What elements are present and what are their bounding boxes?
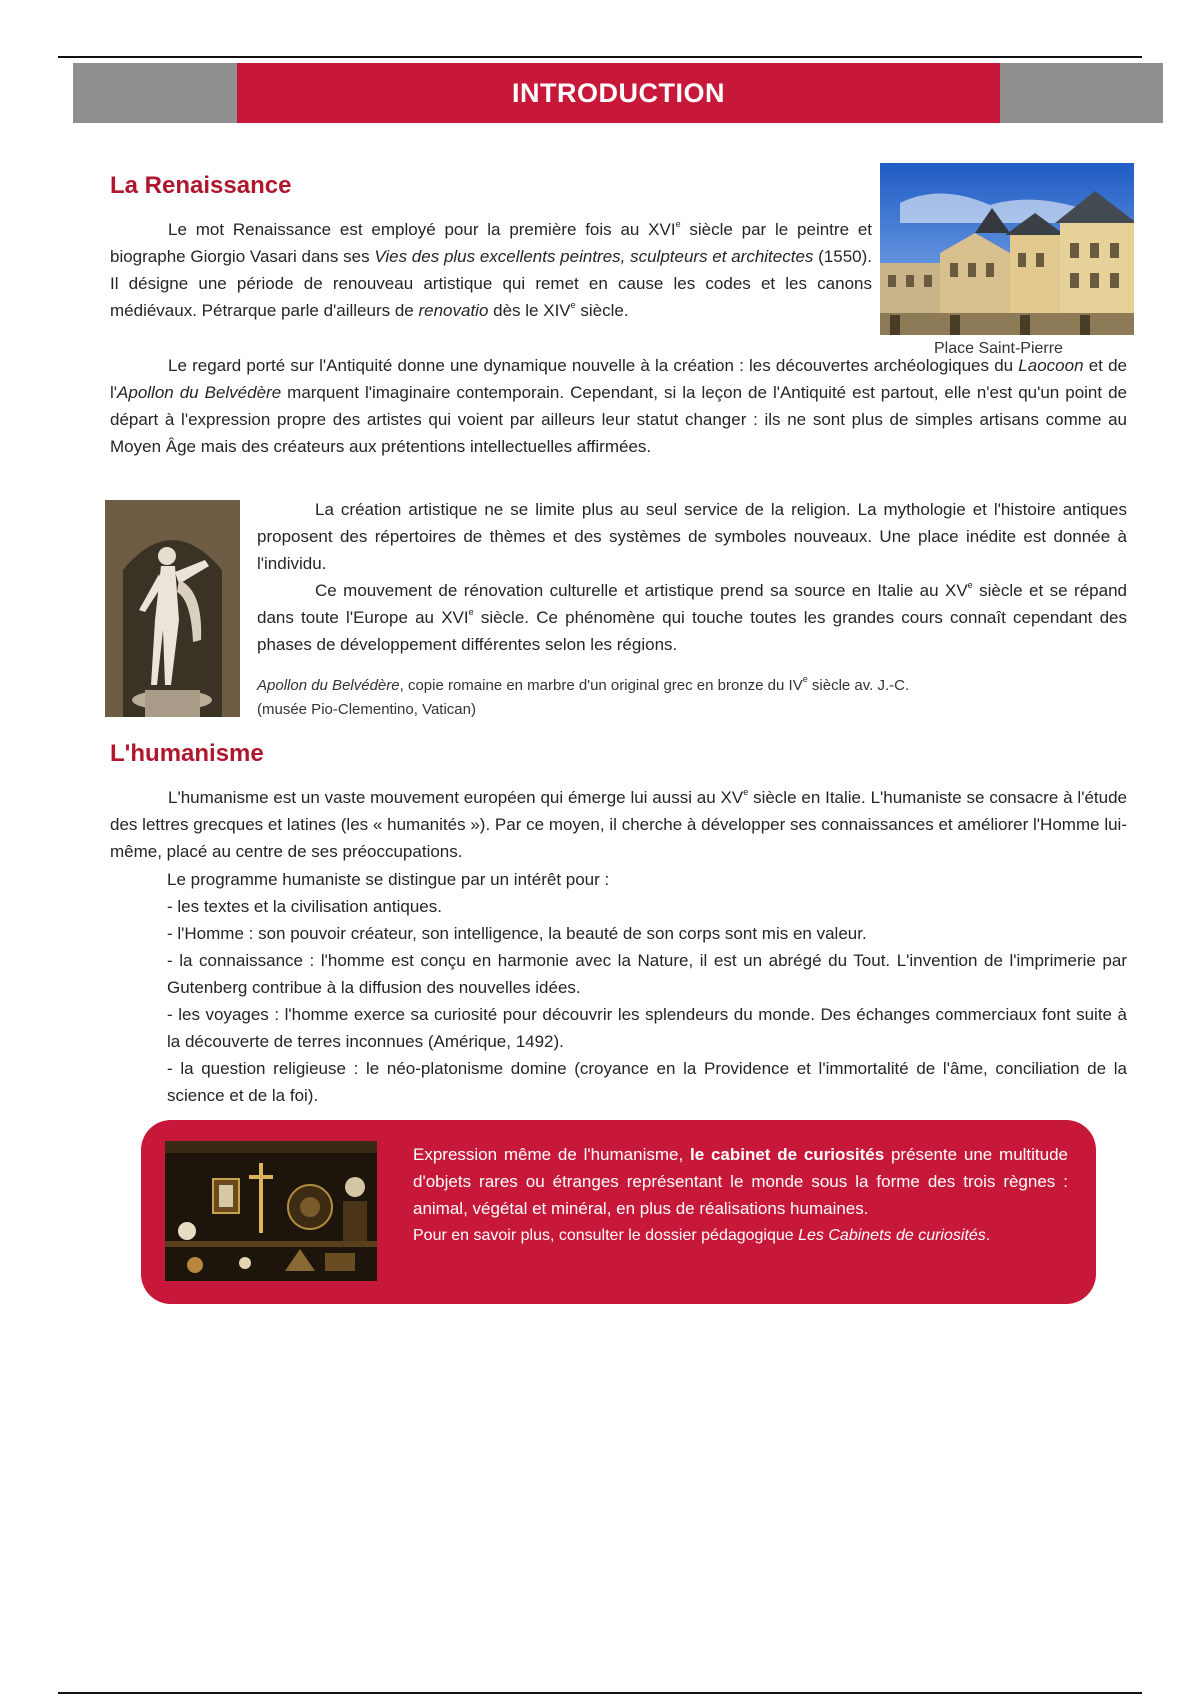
section-heading-humanisme: L'humanisme [110, 740, 264, 767]
humanist-program-list [167, 893, 1127, 1109]
section-heading-renaissance: La Renaissance [110, 172, 292, 199]
paragraph-humanisme-intro: L'humanisme est un vaste mouvement européen qui émerge lui aussi au XVe siècle en Italie. L'humaniste se consacre à l'étude des lettres grecques et latines (les « humanités »). Par ce moyen, il cherche à développer ses connaissances et améliorer l'Homme lui-même, placé au centre de ses préoccupations. [110, 787, 1127, 861]
list-item: - la question religieuse : le néo-platonisme domine (croyance en la Providence et l'immortalité de l'âme, conciliation de la science et de la foi). [167, 1059, 1127, 1105]
program-intro: Le programme humaniste se distingue par un intérêt pour : [167, 870, 610, 889]
paragraph-movement: Ce mouvement de rénovation culturelle et artistique prend sa source en Italie au XVe siècle et se répand dans toute l'Europe au XVIe siècle. Ce phénomène qui touche toutes les grandes cours connaît cependant des phases de développement différentes selon les régions. [257, 580, 1128, 654]
bottom-rule [58, 1692, 1142, 1694]
paragraph-creation: La création artistique ne se limite plus au seul service de la religion. La mythologie et l'histoire antiques proposent des répertoires de thèmes et des systèmes de symboles nouveaux. Une place inédite est donnée à l'individu. [257, 500, 1127, 573]
cabinet-curiosites-photo [165, 1141, 377, 1281]
paragraph-antiquity: Le regard porté sur l'Antiquité donne une dynamique nouvelle à la création : les découvertes archéologiques du Laocoon et de l'Apollon du Belvédère marquent l'imaginaire contemporain. Cependant, si la leçon de l'Antiquité est partout, elle n'est qu'un point de départ à l'expression propre des artistes qui voient par ailleurs leur statut changer : ils ne sont plus de simples artisans comme au Moyen Âge mais des créateurs aux prétentions intellectuelles affirmées. [110, 356, 1127, 456]
photo-caption: Place Saint-Pierre [934, 340, 1063, 357]
apollon-belvedere-photo [105, 500, 240, 717]
place-saint-pierre-photo [880, 163, 1134, 335]
statue-caption: Apollon du Belvédère, copie romaine en marbre d'un original grec en bronze du IVe siècle av. J.-C. (musée Pio-Clementino, Vatican) [257, 674, 910, 718]
list-item: - la connaissance : l'homme est conçu en harmonie avec la Nature, il est un abrégé du Tout. L'invention de l'imprimerie par Gutenberg contribue à la diffusion des nouvelles idées. [167, 951, 1127, 997]
title-banner [73, 63, 1163, 123]
list-item: - l'Homme : son pouvoir créateur, son intelligence, la beauté de son corps sont mis en valeur. [167, 924, 867, 943]
cabinet-callout-box [141, 1120, 1096, 1304]
banner-title: INTRODUCTION [237, 63, 1000, 123]
paragraph-renaissance-intro: Le mot Renaissance est employé pour la première fois au XVIe siècle par le peintre et biographe Giorgio Vasari dans ses Vies des plus excellents peintres, sculpteurs et architectes (1550). Il désigne une période de renouveau artistique qui remet en cause les codes et les canons médiévaux. Pétrarque parle d'ailleurs de renovatio dès le XIVe siècle. [110, 219, 873, 320]
list-item: - les textes et la civilisation antiques. [167, 897, 442, 916]
dossier-reference: Pour en savoir plus, consulter le dossier pédagogique Les Cabinets de curiosités. [413, 1227, 991, 1244]
top-rule [58, 56, 1142, 58]
list-item: - les voyages : l'homme exerce sa curiosité pour découvrir les splendeurs du monde. Des échanges commerciaux font suite à la découverte de terres inconnues (Amérique, 1492). [167, 1005, 1127, 1051]
callout-text: Expression même de l'humanisme, le cabinet de curiosités présente une multitude d'objets rares ou étranges représentant le monde sous la forme des trois règnes : animal, végétal et minéral, en plus de réalisations humaines. Pour en savoir plus, consulter le dossier pédagogique Les Cabinets de curiosités. [413, 1141, 1068, 1249]
